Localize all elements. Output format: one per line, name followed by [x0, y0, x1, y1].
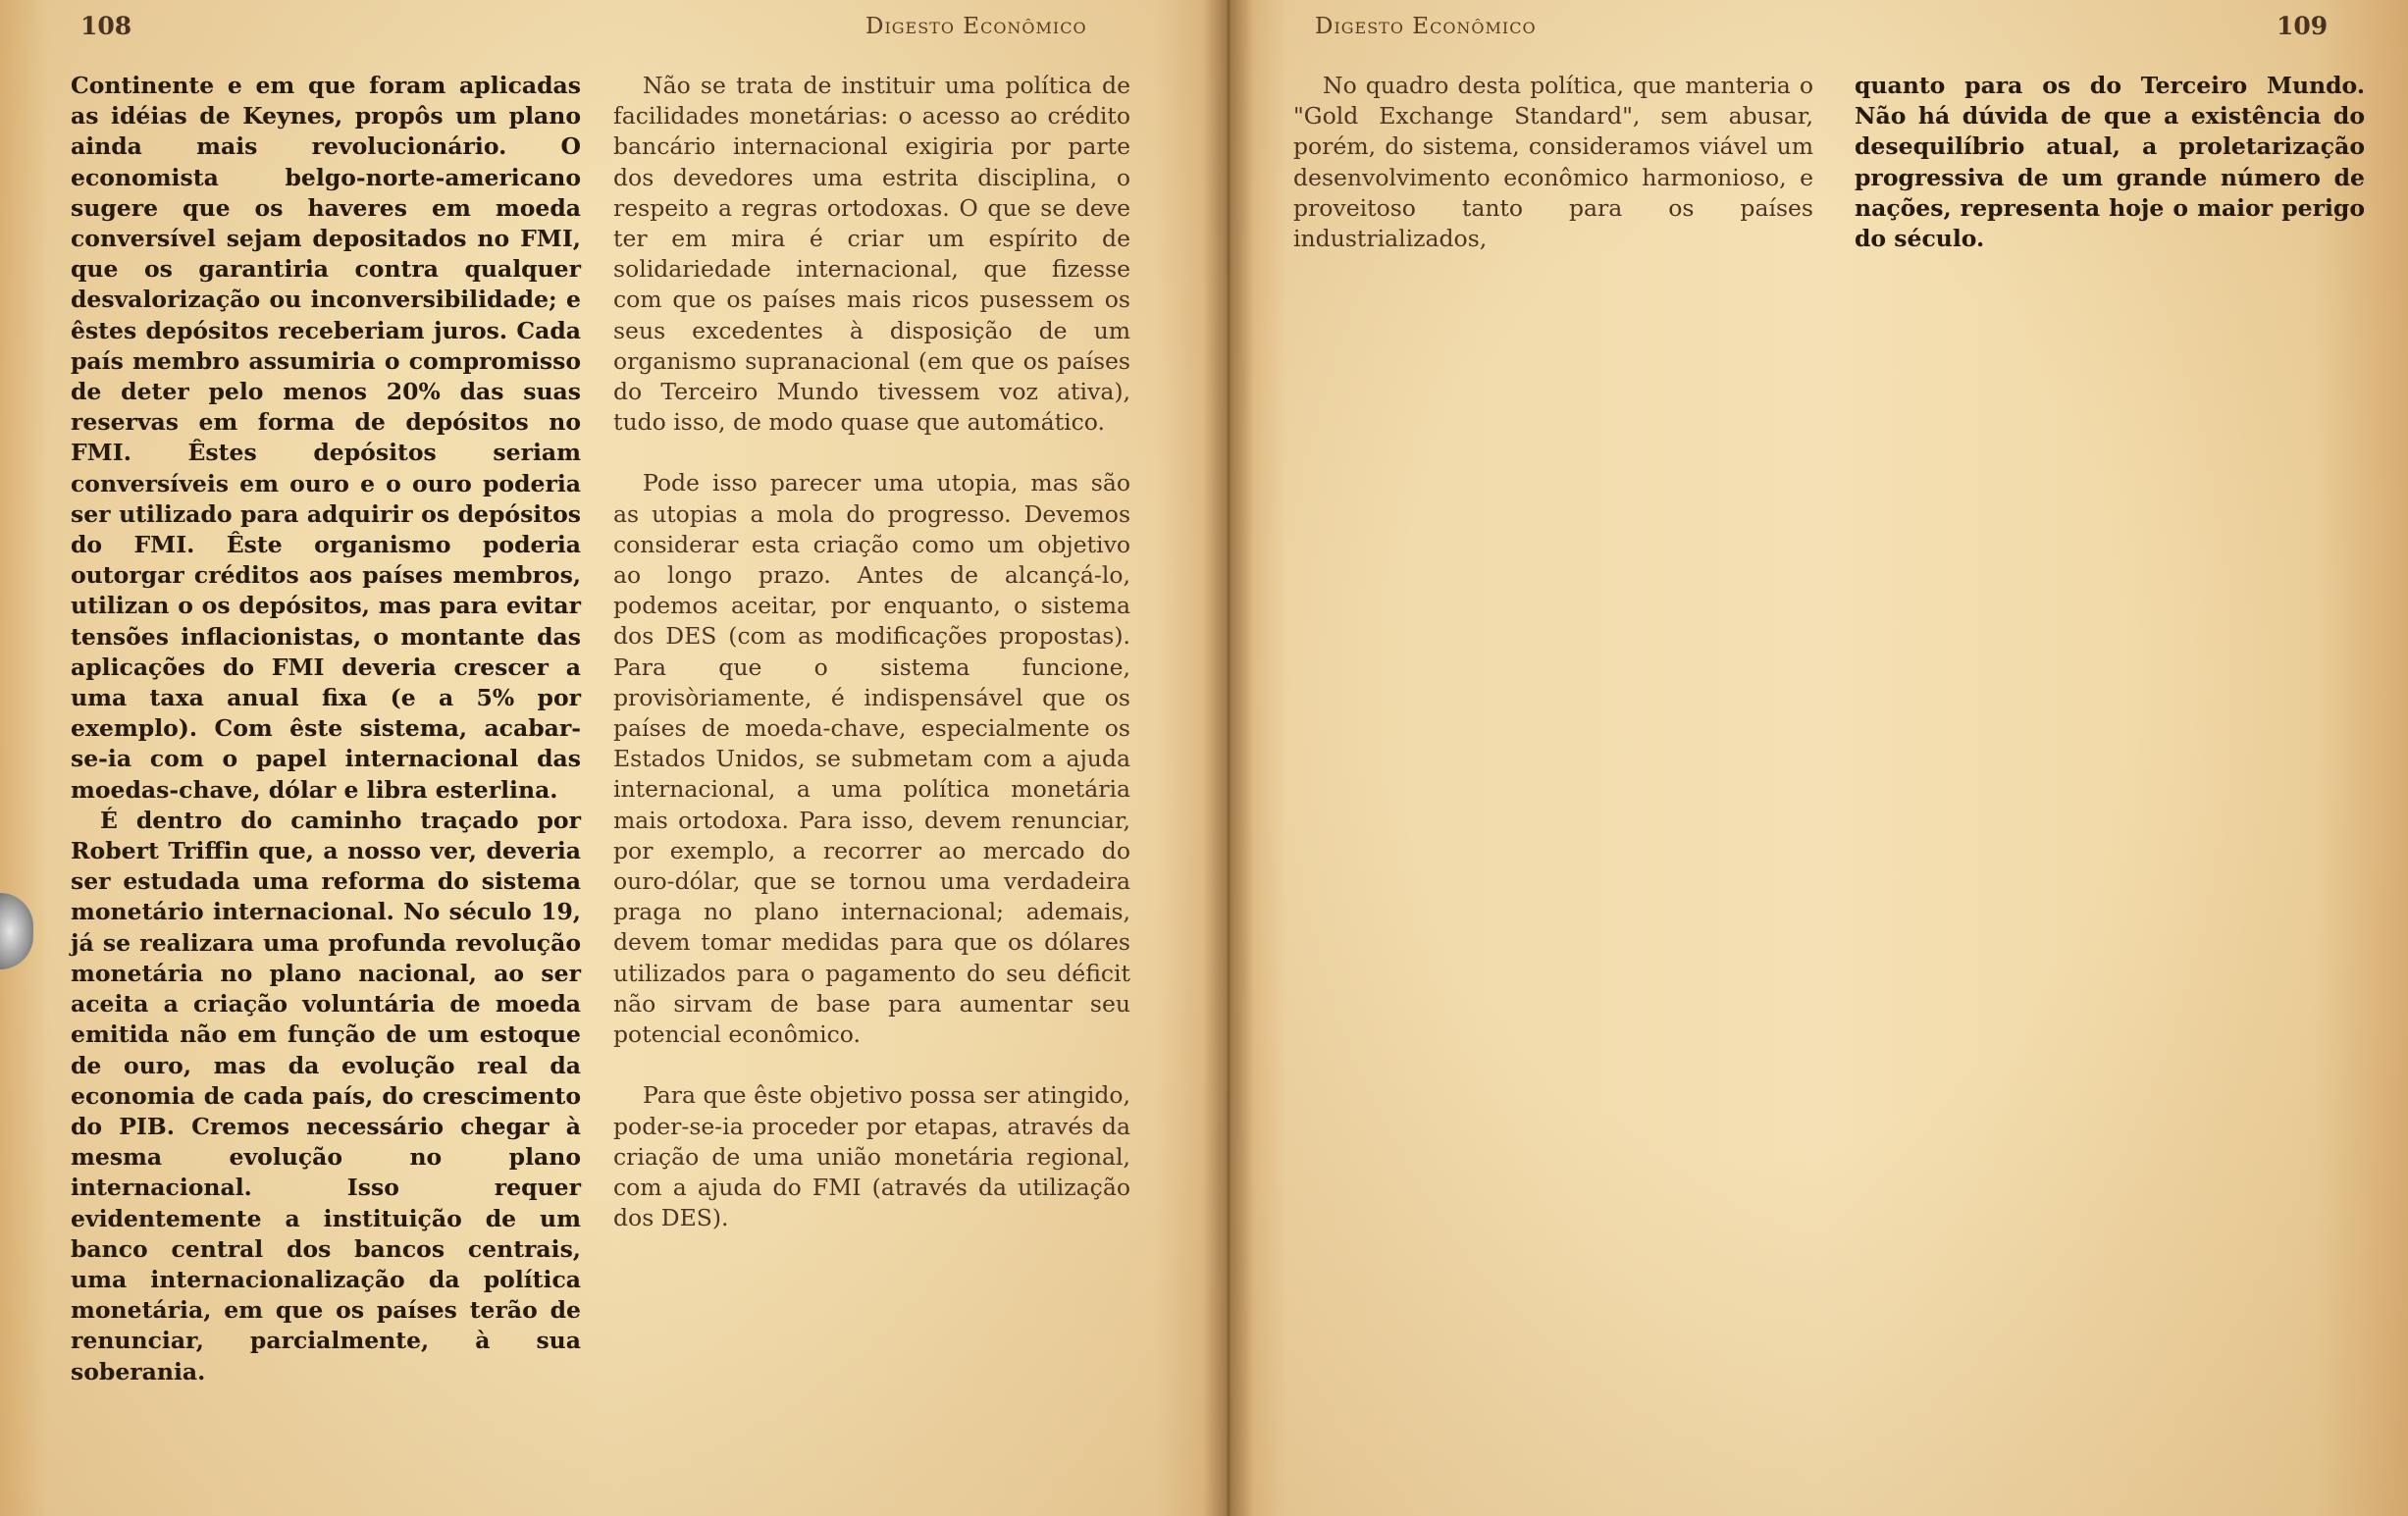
paragraph: Pode isso parecer uma utopia, mas são as utopias a mola do progresso. Devemos considerar esta criação como um objetivo ao longo prazo. Antes de alcançá-lo, podemos aceitar, por enquanto, o sistema dos DES (com as modificações propostas). Para que o sistema funcione, provisòriamente, é indispensável que os países de moeda-chave, especialmente os Estados Unidos, se submetam com a ajuda internacional, a uma política monetária mais ortodoxa. Para isso, devem renunciar, por exemplo, a recorrer ao mercado do ouro-dólar, que se tornou uma verdadeira praga no plano internacional; ademais, devem tomar medidas para que os dólares utilizados para o pagamento do seu déficit não sirvam de base para aumentar seu potencial econômico.: [613, 469, 1130, 1049]
binder-clip: [0, 893, 33, 969]
right-running-head: Digesto Econômico: [1315, 14, 1537, 39]
paragraph: Para que êste objetivo possa ser atingido, poder-se-ia proceder por etapas, através da criação de uma união monetária regional, com a ajuda do FMI (através da utilização dos DES).: [613, 1081, 1130, 1232]
paragraph: quanto para os do Terceiro Mundo. Não há dúvida de que a existência do desequilíbrio atual, a proletarização progressiva de um grande número de nações, representa hoje o maior perigo do século.: [1855, 72, 2365, 253]
left-page-number: 108: [80, 12, 132, 40]
left-running-head: Digesto Econômico: [865, 14, 1087, 39]
right-column-1: [1293, 71, 1813, 254]
paragraph: No quadro desta política, que manteria o "Gold Exchange Standard", sem abusar, porém, do sistema, consideramos viável um desenvolvimento econômico harmonioso, e proveitoso tanto para os países industrializados,: [1293, 72, 1813, 253]
left-column-1: [71, 71, 581, 1387]
paragraph: Continente e em que foram aplicadas as idéias de Keynes, propôs um plano ainda mais revolucionário. O economista belgo-norte-americano sugere que os haveres em moeda conversível sejam depositados no FMI, que os garantiria contra qualquer desvalorização ou inconversibilidade; e êstes depósitos receberiam juros. Cada país membro assumiria o compromisso de deter pelo menos 20% das suas reservas em forma de depósitos no FMI. Êstes depósitos seriam conversíveis em ouro e o ouro poderia ser utilizado para adquirir os depósitos do FMI. Êste organismo poderia outorgar créditos aos países membros, utilizan o os depósitos, mas para evitar tensões inflacionistas, o montante das aplicações do FMI deveria crescer a uma taxa anual fixa (e a 5% por exemplo). Com êste sistema, acabar-se-ia com o papel internacional das moedas-chave, dólar e libra esterlina.: [71, 72, 581, 804]
paragraph: Não se trata de instituir uma política de facilidades monetárias: o acesso ao crédito bancário internacional exigiria por parte dos devedores uma estrita disciplina, o respeito a regras ortodoxas. O que se deve ter em mira é criar um espírito de solidariedade internacional, que fizesse com que os países mais ricos pusessem os seus excedentes à disposição de um organismo supranacional (em que os países do Terceiro Mundo tivessem voz ativa), tudo isso, de modo quase que automático.: [613, 72, 1130, 437]
right-page: [1229, 0, 2408, 1516]
left-column-2: [613, 71, 1130, 1233]
right-page-number: 109: [2277, 12, 2329, 40]
right-column-2: [1855, 71, 2365, 254]
paragraph: É dentro do caminho traçado por Robert Triffin que, a nosso ver, deveria ser estudada uma reforma do sistema monetário internacional. No século 19, já se realizara uma profunda revolução monetária no plano nacional, ao ser aceita a criação voluntária de moeda emitida não em função de um estoque de ouro, mas da evolução real da economia de cada país, do crescimento do PIB. Cremos necessário chegar à mesma evolução no plano internacional. Isso requer evidentemente a instituição de um banco central dos bancos centrais, uma internacionalização da política monetária, em que os países terão de renunciar, parcialmente, à sua soberania.: [71, 806, 581, 1385]
book-gutter: [1203, 0, 1254, 1516]
